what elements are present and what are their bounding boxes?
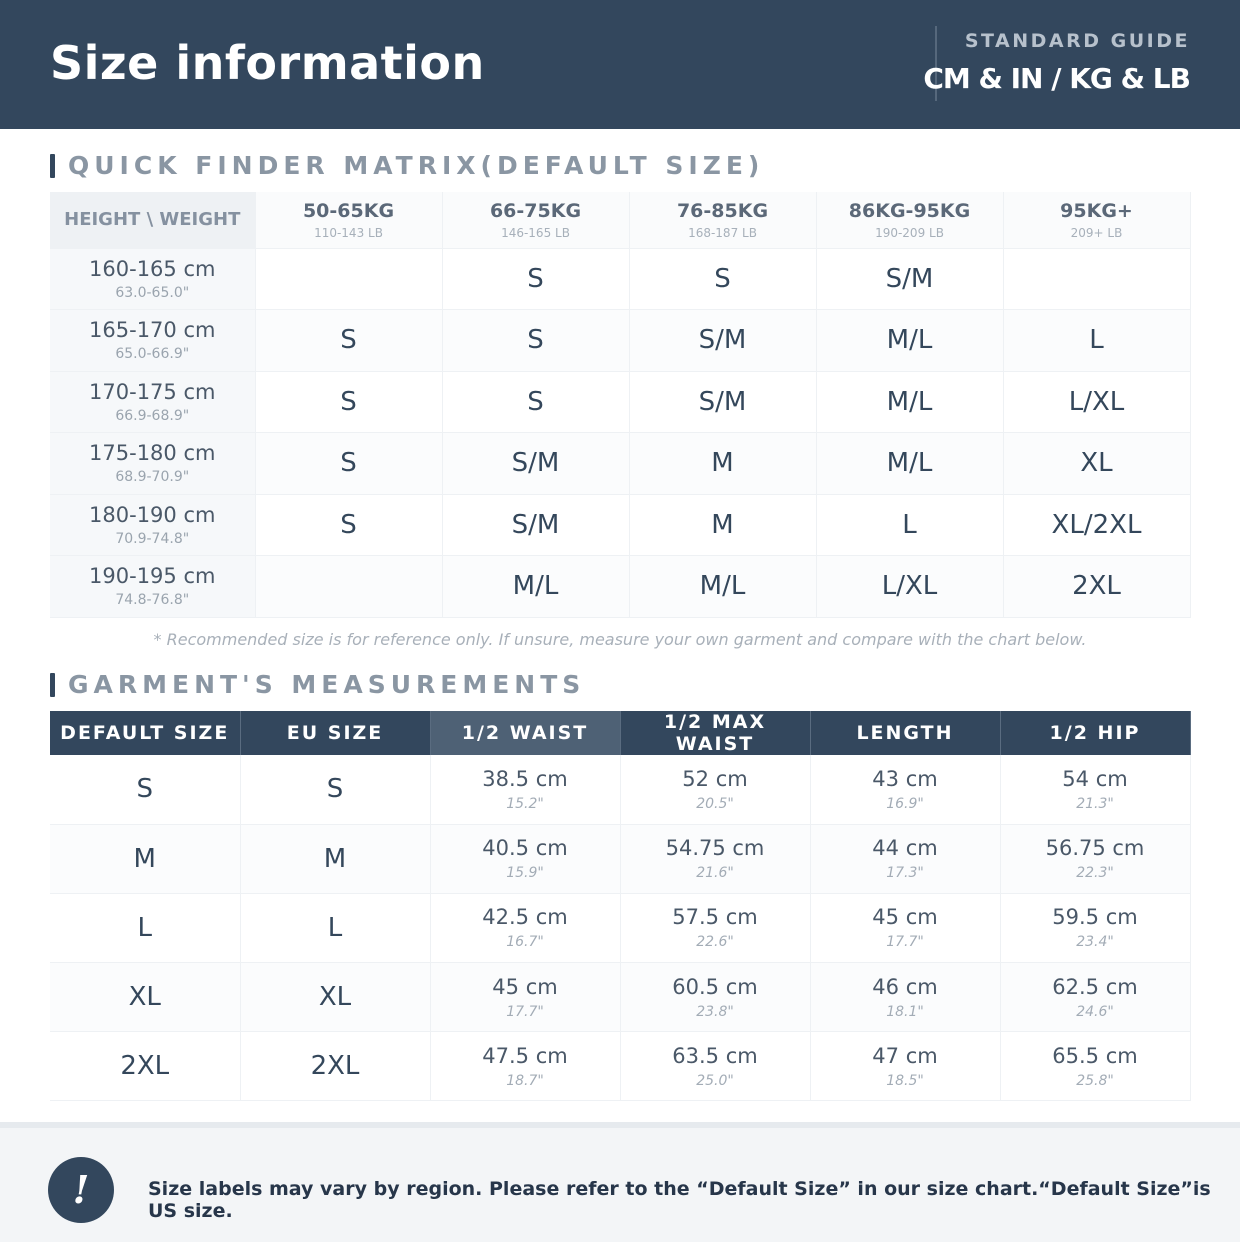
size-cell: S: [442, 310, 629, 372]
size-cell: L: [816, 494, 1003, 556]
measure-inch: 18.5": [886, 1072, 924, 1089]
page-title: Size information: [50, 36, 485, 90]
size-cell: S/M: [816, 248, 1003, 310]
size-cell: L/XL: [1003, 371, 1190, 433]
weight-lb: 146-165 LB: [501, 225, 570, 240]
height-cell: [50, 494, 255, 556]
measure-cm: 47.5 cm: [482, 1043, 568, 1068]
measure-cell: [810, 755, 1000, 824]
eu-size-cell: XL: [240, 963, 430, 1032]
height-cell: [50, 310, 255, 372]
weight-column-header: [1003, 192, 1190, 248]
size-cell: S: [255, 433, 442, 495]
matrix-row: [50, 371, 1190, 433]
column-header-eu-size: EU SIZE: [240, 711, 430, 755]
table-row: [50, 893, 1190, 962]
footer-message: Size labels may vary by region. Please refer to the “Default Size” in our size chart.“Default Size”is US size.: [148, 1178, 1211, 1222]
measure-inch: 16.7": [506, 934, 544, 951]
default-size-cell: L: [50, 893, 240, 962]
matrix-row: [50, 248, 1190, 310]
height-cm: 190-195 cm: [89, 564, 216, 589]
measure-cm: 46 cm: [872, 974, 938, 999]
measure-cell: [620, 893, 810, 962]
size-cell: S/M: [442, 433, 629, 495]
recommendation-note: * Recommended size is for reference only. If unsure, measure your own garment and compare with the chart below.: [153, 630, 1087, 649]
measure-cell: [810, 963, 1000, 1032]
weight-kg: 76-85KG: [676, 199, 769, 222]
measure-cell: [1000, 1032, 1190, 1101]
height-cm: 160-165 cm: [89, 256, 216, 281]
measure-cm: 42.5 cm: [482, 905, 568, 930]
weight-lb: 209+ LB: [1070, 225, 1123, 240]
eu-size-cell: L: [240, 893, 430, 962]
measure-cell: [810, 1032, 1000, 1101]
measure-cm: 45 cm: [872, 905, 938, 930]
units-label: CM & IN / KG & LB: [923, 62, 1190, 95]
height-inch: 66.9-68.9": [115, 407, 190, 424]
height-cm: 170-175 cm: [89, 379, 216, 404]
measure-cell: [430, 755, 620, 824]
size-cell: XL/2XL: [1003, 494, 1190, 556]
table-row: [50, 963, 1190, 1032]
measure-cell: [1000, 963, 1190, 1032]
measure-inch: 21.6": [696, 865, 734, 882]
height-cm: 175-180 cm: [89, 441, 216, 466]
size-cell: S: [255, 494, 442, 556]
measure-cell: [620, 1032, 810, 1101]
measure-cm: 63.5 cm: [672, 1043, 758, 1068]
measure-cm: 60.5 cm: [672, 974, 758, 999]
weight-kg: 95KG+: [1060, 199, 1133, 222]
measure-cm: 47 cm: [872, 1043, 938, 1068]
measure-inch: 25.0": [696, 1072, 734, 1089]
measure-cm: 54 cm: [1062, 766, 1128, 791]
height-cm: 165-170 cm: [89, 318, 216, 343]
measure-inch: 18.7": [506, 1072, 544, 1089]
column-header-length: LENGTH: [810, 711, 1000, 755]
measure-inch: 23.4": [1076, 934, 1114, 951]
measure-cm: 59.5 cm: [1052, 905, 1138, 930]
measure-cm: 44 cm: [872, 836, 938, 861]
size-cell: S/M: [629, 371, 816, 433]
garment-measurements-title: GARMENT'S MEASUREMENTS: [50, 672, 585, 698]
measure-cell: [620, 755, 810, 824]
height-cell: [50, 433, 255, 495]
measure-cell: [620, 963, 810, 1032]
measure-cm: 54.75 cm: [665, 836, 765, 861]
weight-column-header: [816, 192, 1003, 248]
measure-cell: [1000, 824, 1190, 893]
size-cell: 2XL: [1003, 556, 1190, 618]
weight-kg: 50-65KG: [302, 199, 395, 222]
eu-size-cell: S: [240, 755, 430, 824]
size-cell: M: [629, 494, 816, 556]
column-header-half-max-waist: 1/2 MAX WAIST: [620, 711, 810, 755]
table-row: [50, 755, 1190, 824]
size-cell: L: [1003, 310, 1190, 372]
size-cell: L/XL: [816, 556, 1003, 618]
matrix-row: [50, 494, 1190, 556]
measure-inch: 20.5": [696, 795, 734, 812]
weight-lb: 110-143 LB: [314, 225, 383, 240]
measure-cm: 45 cm: [492, 974, 558, 999]
measure-cell: [1000, 893, 1190, 962]
measure-cell: [810, 824, 1000, 893]
size-cell: S: [442, 248, 629, 310]
measure-inch: 15.9": [506, 865, 544, 882]
measure-cell: [430, 893, 620, 962]
height-cell: [50, 556, 255, 618]
size-cell: S/M: [442, 494, 629, 556]
measure-inch: 17.7": [886, 934, 924, 951]
measure-inch: 18.1": [886, 1003, 924, 1020]
size-cell: M/L: [816, 310, 1003, 372]
measure-inch: 15.2": [506, 795, 544, 812]
measure-inch: 17.7": [506, 1003, 544, 1020]
eu-size-cell: 2XL: [240, 1032, 430, 1101]
quick-finder-title: QUICK FINDER MATRIX(DEFAULT SIZE): [50, 153, 764, 179]
height-cell: [50, 371, 255, 433]
measure-inch: 21.3": [1076, 795, 1114, 812]
quick-finder-matrix: [50, 192, 1191, 618]
size-cell: M: [629, 433, 816, 495]
height-inch: 70.9-74.8": [115, 530, 190, 547]
default-size-cell: M: [50, 824, 240, 893]
matrix-corner-label: HEIGHT \ WEIGHT: [50, 192, 255, 248]
page-header: [0, 0, 1240, 129]
height-cm: 180-190 cm: [89, 502, 216, 527]
measure-inch: 16.9": [886, 795, 924, 812]
size-cell: S: [255, 310, 442, 372]
footer-notice: [0, 1122, 1240, 1242]
garment-measurements-table: [50, 711, 1191, 1101]
size-cell: [1003, 248, 1190, 310]
column-header-default-size: DEFAULT SIZE: [50, 711, 240, 755]
measure-cm: 56.75 cm: [1045, 836, 1145, 861]
weight-kg: 66-75KG: [489, 199, 582, 222]
measure-inch: 22.3": [1076, 865, 1114, 882]
measure-cell: [430, 1032, 620, 1101]
size-cell: [255, 556, 442, 618]
measure-inch: 22.6": [696, 934, 734, 951]
size-cell: M/L: [816, 371, 1003, 433]
measure-cm: 65.5 cm: [1052, 1043, 1138, 1068]
size-cell: [255, 248, 442, 310]
height-cell: [50, 248, 255, 310]
measure-cm: 62.5 cm: [1052, 974, 1138, 999]
table-row: [50, 1032, 1190, 1101]
weight-column-header: [629, 192, 816, 248]
measure-cm: 40.5 cm: [482, 836, 568, 861]
measure-cell: [430, 824, 620, 893]
default-size-cell: 2XL: [50, 1032, 240, 1101]
weight-lb: 190-209 LB: [875, 225, 944, 240]
weight-kg: 86KG-95KG: [848, 199, 971, 222]
size-cell: S: [442, 371, 629, 433]
measure-cm: 57.5 cm: [672, 905, 758, 930]
column-header-half-hip: 1/2 HIP: [1000, 711, 1190, 755]
matrix-row: [50, 556, 1190, 618]
size-cell: XL: [1003, 433, 1190, 495]
garment-header-row: [50, 711, 1190, 755]
column-header-half-waist: 1/2 WAIST: [430, 711, 620, 755]
measure-cm: 43 cm: [872, 766, 938, 791]
measure-cell: [1000, 755, 1190, 824]
height-inch: 63.0-65.0": [115, 284, 190, 301]
measure-inch: 25.8": [1076, 1072, 1114, 1089]
standard-guide-label: STANDARD GUIDE: [964, 30, 1190, 52]
size-cell: S: [255, 371, 442, 433]
weight-column-header: [442, 192, 629, 248]
measure-cell: [430, 963, 620, 1032]
eu-size-cell: M: [240, 824, 430, 893]
size-cell: M/L: [442, 556, 629, 618]
table-row: [50, 824, 1190, 893]
exclamation-icon: !: [48, 1157, 114, 1223]
measure-cm: 38.5 cm: [482, 766, 568, 791]
measure-inch: 17.3": [886, 865, 924, 882]
measure-cell: [620, 824, 810, 893]
weight-lb: 168-187 LB: [688, 225, 757, 240]
height-inch: 74.8-76.8": [115, 592, 190, 609]
size-cell: S/M: [629, 310, 816, 372]
height-inch: 65.0-66.9": [115, 346, 190, 363]
measure-inch: 24.6": [1076, 1003, 1114, 1020]
height-inch: 68.9-70.9": [115, 469, 190, 486]
matrix-header-row: [50, 192, 1190, 248]
measure-cell: [810, 893, 1000, 962]
measure-inch: 23.8": [696, 1003, 734, 1020]
size-cell: M/L: [816, 433, 1003, 495]
default-size-cell: S: [50, 755, 240, 824]
measure-cm: 52 cm: [682, 766, 748, 791]
matrix-row: [50, 433, 1190, 495]
size-cell: M/L: [629, 556, 816, 618]
size-cell: S: [629, 248, 816, 310]
weight-column-header: [255, 192, 442, 248]
matrix-row: [50, 310, 1190, 372]
default-size-cell: XL: [50, 963, 240, 1032]
